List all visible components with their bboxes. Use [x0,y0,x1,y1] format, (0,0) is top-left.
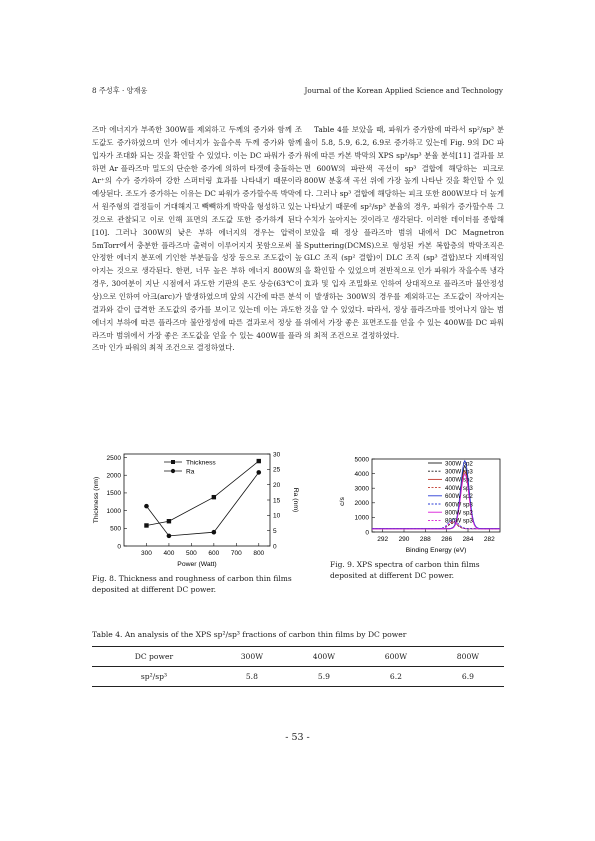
table-header-cell: DC power [92,647,216,667]
x-tick-label: 500 [185,550,197,557]
series-line-800w-sp3 [372,521,500,529]
y-axis-label: c/s [339,497,346,506]
page-number: - 53 - [285,732,310,743]
x-tick-label: 290 [398,536,410,543]
y-right-axis-label: Ra (nm) [292,487,299,513]
series-line-thickness [146,461,258,525]
x-tick-label: 286 [441,536,453,543]
x-tick-label: 292 [377,536,389,543]
y-tick-label: 1000 [354,514,369,522]
table-header-cell: 400W [288,647,360,667]
legend-label: 300W sp2 [445,460,473,468]
table-cell: 5.8 [216,667,288,687]
table-header-cell: 300W [216,647,288,667]
figure-9-chart [330,443,505,563]
table-cell: sp²/sp³ [92,667,216,687]
table-4 [92,646,504,687]
table-4-caption: Table 4. An analysis of the XPS sp²/sp³ fractions of carbon thin films by DC power [92,630,407,639]
figure-9-caption-text: XPS spectra of carbon thin films deposited at different DC power. [330,560,480,580]
y-right-tick-label: 5 [273,527,277,535]
x-tick-label: 300 [141,550,152,557]
data-point-ra [167,534,172,539]
y-tick-label: 2000 [354,500,369,508]
x-tick-label: 400 [163,550,175,557]
series-line-400w-sp3 [372,523,500,529]
y-right-tick-label: 25 [273,466,281,474]
figure-8-caption-text: Thickness and roughness of carbon thin films deposited at different DC power. [92,574,292,594]
legend-label: 600W sp3 [445,501,473,509]
figure-9-caption [330,559,500,581]
table-cell: 5.9 [288,667,360,687]
table-row [92,667,504,687]
y-tick-label: 3000 [354,485,369,493]
figure-9-label: Fig. 9. [330,560,355,569]
running-header-journal: Journal of the Korean Applied Science and Technology [304,86,503,95]
legend-label: 600W sp2 [445,493,473,501]
series-line-ra [146,472,258,535]
table-header-cell: 800W [432,647,504,667]
running-header-authors: 8 주성후 · 양재웅 [92,86,148,95]
right-column-text [304,124,504,342]
x-axis-label: Binding Energy (eV) [405,547,467,554]
y-right-tick-label: 30 [273,451,281,459]
legend-label: 400W sp2 [445,476,473,484]
y-right-tick-label: 15 [273,497,281,505]
legend-marker-square [171,460,175,464]
y-left-tick-label: 1500 [106,490,121,498]
y-right-tick-label: 10 [273,512,281,520]
table-cell: 6.2 [360,667,432,687]
y-tick-label: 5000 [354,456,369,464]
y-left-tick-label: 0 [117,543,121,551]
data-point-thickness [167,519,171,523]
figure-8-chart [90,442,305,572]
legend-label: Ra [186,468,195,476]
legend-marker-circle [171,469,175,473]
plot-frame [124,454,270,546]
y-left-tick-label: 2000 [106,472,121,480]
x-tick-label: 800 [253,550,265,557]
legend-label: Thickness [186,459,216,467]
figure-8-label: Fig. 8. [92,574,117,583]
x-tick-label: 600 [208,550,220,557]
x-axis-label: Power (Watt) [177,561,217,568]
data-point-ra [256,470,261,475]
data-point-thickness [212,495,216,499]
x-tick-label: 282 [483,536,495,543]
x-tick-label: 284 [462,536,474,543]
table-cell: 6.9 [432,667,504,687]
table-header-row [92,647,504,667]
series-line-300w-sp2 [372,466,500,529]
table-header-cell: 600W [360,647,432,667]
y-tick-label: 4000 [354,470,369,478]
data-point-ra [212,530,217,535]
data-point-ra [144,504,149,509]
y-right-tick-label: 0 [273,543,277,551]
legend-label: 300W sp3 [445,468,473,476]
y-left-axis-label: Thickness (nm) [93,476,100,524]
series-line-300w-sp3 [372,523,500,529]
x-tick-label: 288 [419,536,431,543]
legend-label: 800W sp3 [445,517,473,525]
legend-label: 800W sp2 [445,509,473,517]
legend-label: 400W sp3 [445,484,473,492]
y-right-tick-label: 20 [273,481,281,489]
data-point-thickness [144,523,148,527]
body-paragraph: Table 4를 보았을 때, 파워가 증가함에 따라서 sp²/sp³ 분율이 5.8, 5.9, 6.2, 6.9로 증가하고 있는데 Fig. 9의 DC 파워에 따른 카본 박막의 XPS sp²/sp³ 분율 분석[11] 결과를 보면 600W의 파란색 곡선이 sp³ 결합에 해당하는 피크로 800W 분홍색 곡선 위에 가장 높게 나타난 것을 확인할 수 있다. 그러나 sp³ 결합에 해당하는 피크 또한 800W보다 더 높게 나타났기 때문에 sp²/sp³ 분율의 경우, 파워가 증가할수록 그 수치가 높아지는 것이라고 생각된다. 이러한 데이터를 종합해 보았을 때 정상 플라즈마 범위 내에서 DC Magnetron Sputtering(DCMS)으로 형성된 카본 복합층의 박막조직은 GLC 조직 (sp² 결합)이 DLC 조직 (sp³ 결합)보다 지배적임을 확인할 수 있었으며 전반적으로 인가 파워가 작을수록 냉각효과 및 입자 조밀화로 인하여 상대적으로 플라즈마 불안정성이 발생하는 300W의 경우를 제외하고는 조도값이 작아지는 것을 알 수 있었다. 따라서, 정상 플라즈마를 벗어나지 않는 범위에서 가장 좋은 표면조도를 얻을 수 있는 400W를 DC 파워의 최적 조건으로 결정하였다. [304,125,504,340]
y-left-tick-label: 2500 [106,454,121,462]
left-column-text [92,124,302,355]
figure-8-caption [92,573,302,595]
y-left-tick-label: 1000 [106,507,121,515]
body-paragraph: 즈마 에너지가 부족한 300W를 제외하고 두께의 증가와 함께 조도값도 증가하였으며 인가 에너지가 높을수록 두께 증가와 함께 입자가 조대화 되는 것을 확인할 수 있었다. 이는 DC 파워가 증가하면 Ar 플라즈마 밀도의 단순한 증가에 의하여 타겟에 충돌하는 Ar⁺의 수가 증가하여 강한 스퍼터링 효과를 나타내기 때문이라 예상된다. 조도가 증가하는 이유는 DC 파워가 증가할수록 박막에서 원주형의 결정들이 거대해지고 빽빽하게 박막을 형성하고 있는 것으로 관찰되고 이로 인해 표면의 조도값 또한 증가하게 된다[10]. 그러나 300W의 낮은 부하 에너지의 경우는 압력이 5mTorr에서 충분한 플라즈마 출력이 이루어지지 못함으로써 불안정한 에너지 분포에 기인한 부분들을 성장 등으로 조도값이 높아지는 것으로 생각된다. 한편, 너무 높은 부하 에너지 800W의 경우, 30여분이 지난 시점에서 과도한 기판의 온도 상승(63℃이상)으로 인하여 아크(arc)가 발생하였으며 앞의 시간에 따른 분석 결과와 같이 급격한 조도값의 증가를 보이고 있는데 이는 과도한 에너지 부하에 따른 플라즈마 불안정성에 따른 결과로서 정상 플라즈마 범위에서 가장 좋은 조도값을 얻을 수 있는 400W를 플라즈마 인가 파워의 최적 조건으로 결정하였다. [92,125,302,353]
y-left-tick-label: 500 [110,525,121,533]
y-tick-label: 0 [365,529,369,537]
x-tick-label: 700 [230,550,242,557]
data-point-thickness [257,459,261,463]
